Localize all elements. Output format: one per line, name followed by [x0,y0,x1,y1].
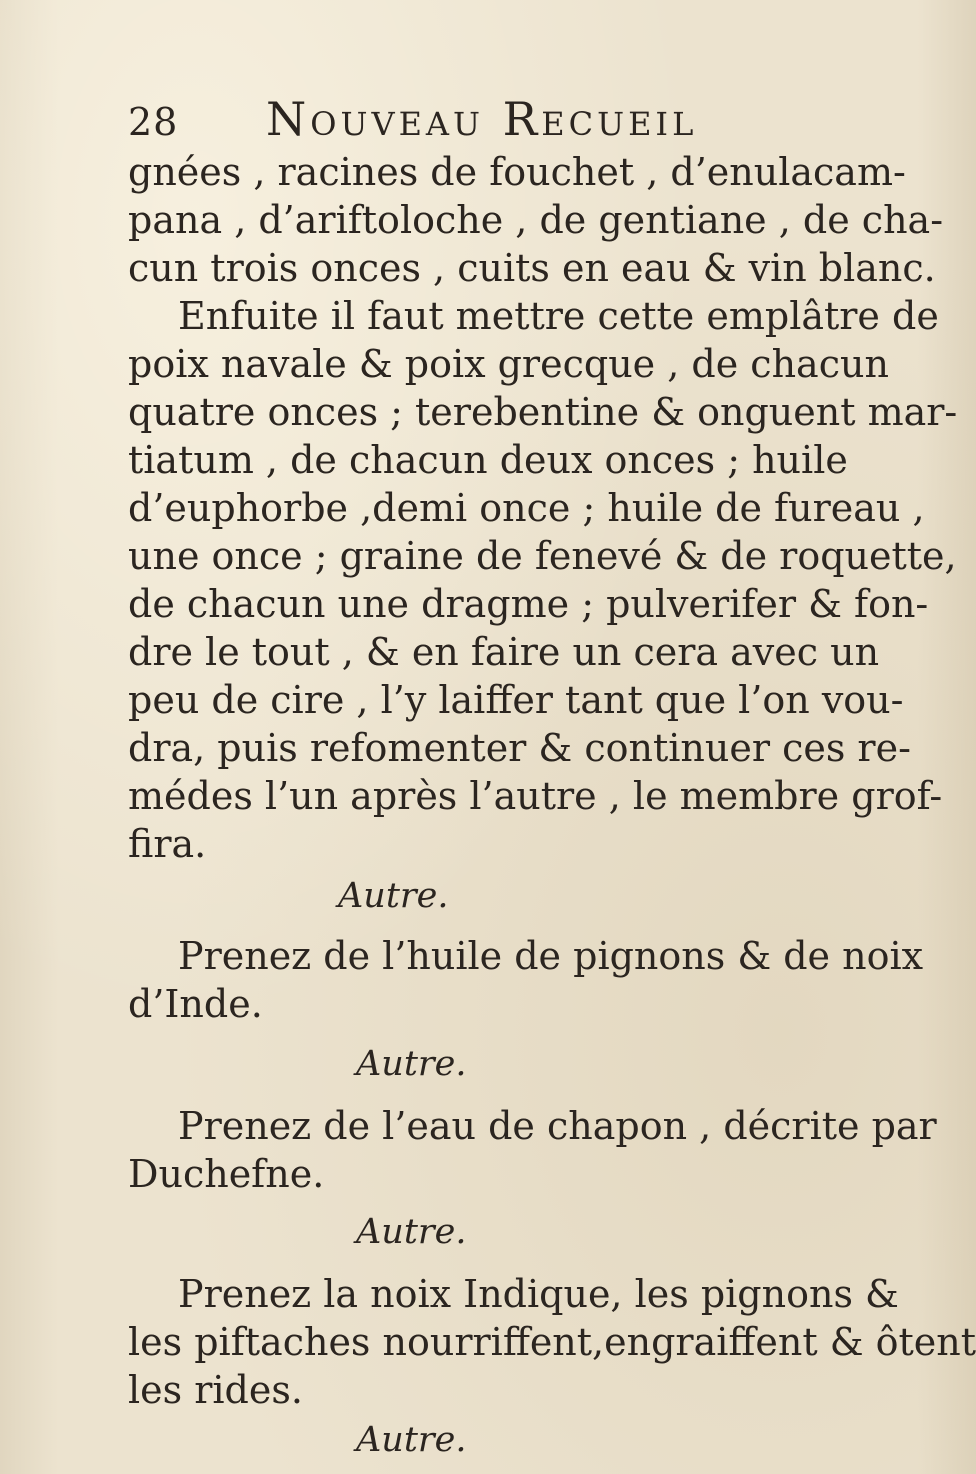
running-title: Nouveau Recueil [266,92,698,146]
section-heading: Autre. [356,1044,467,1084]
text-line: dre le tout , & en faire un cera avec un [128,630,880,674]
running-head [128,92,748,148]
text-line: d’euphorbe ,demi once ; huile de fureau , [128,486,925,530]
section-heading: Autre. [356,1420,467,1460]
text-line: Duchefne. [128,1152,325,1196]
page-number: 28 [128,100,179,144]
text-line: médes l’un après l’autre , le membre grof- [128,774,943,818]
section-heading: Autre. [356,1212,467,1252]
text-line: de chacun une dragme ; pulverifer & fon- [128,582,929,626]
text-line: Enfuite il faut mettre cette emplâtre de [178,294,939,338]
text-line: les rides. [128,1368,303,1412]
text-line: cun trois onces , cuits en eau & vin blanc. [128,246,936,290]
section-heading: Autre. [338,876,449,916]
text-line: Prenez de l’huile de pignons & de noix [178,934,924,978]
text-line: Prenez de l’eau de chapon , décrite par [178,1104,937,1148]
text-line: quatre onces ; terebentine & onguent mar- [128,390,958,434]
text-line: peu de cire , l’y laiffer tant que l’on vou- [128,678,904,722]
text-line: pana , d’ariftoloche , de gentiane , de cha- [128,198,944,242]
text-line: une once ; graine de fenevé & de roquette, [128,534,957,578]
text-line: dra, puis refomenter & continuer ces re- [128,726,911,770]
text-line: gnées , racines de fouchet , d’enulacam- [128,150,906,194]
text-line: fira. [128,822,207,866]
text-line: tiatum , de chacun deux onces ; huile [128,438,848,482]
text-line: d’Inde. [128,982,263,1026]
text-line: poix navale & poix grecque , de chacun [128,342,889,386]
text-line: Prenez la noix Indique, les pignons & [178,1272,899,1316]
text-line: les piftaches nourriffent,engraiffent & ôtent [128,1320,976,1364]
